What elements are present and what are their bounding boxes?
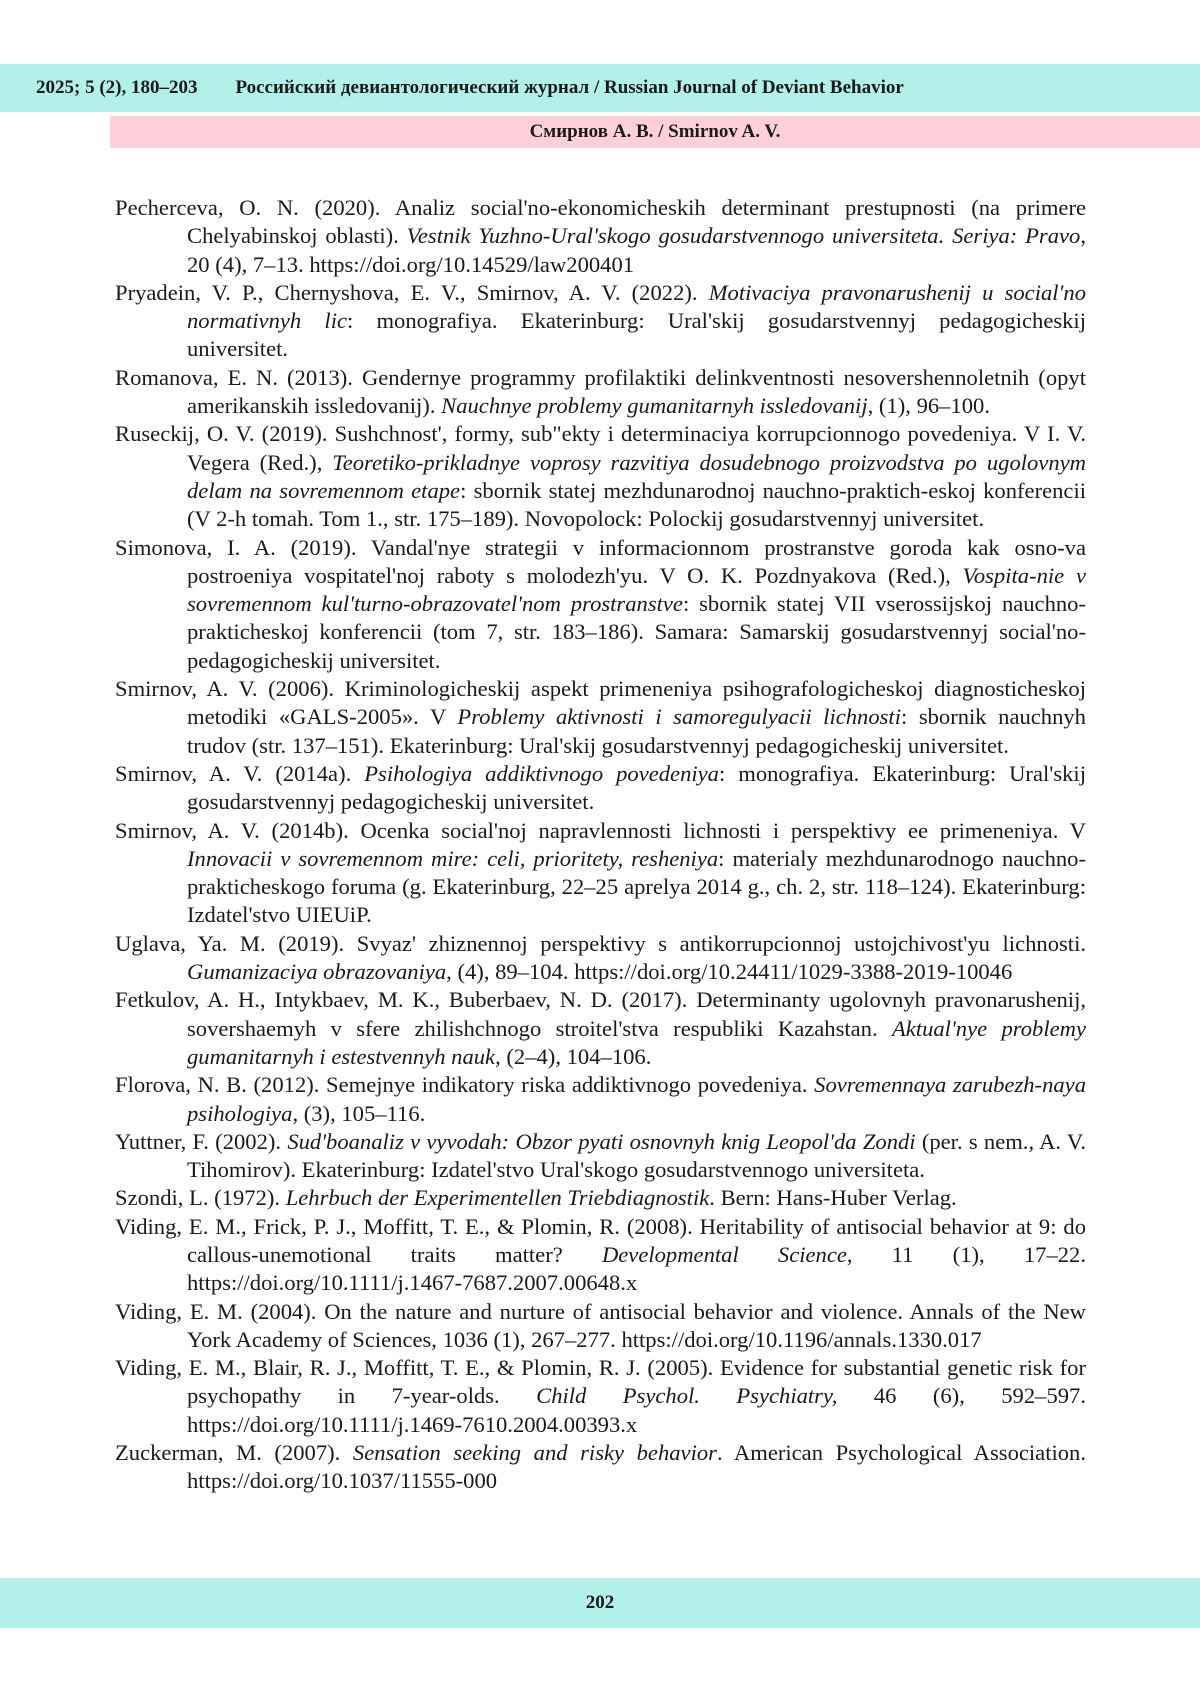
ref-details: 46 (6), 592–597. https://doi.org/10.1111/j.1469-7610.2004.00393.x bbox=[187, 1383, 1086, 1437]
ref-details: , (2–4), 104–106. bbox=[495, 1043, 652, 1069]
ref-source: Teoretiko-prikladnye voprosy razvitiya dosudebnogo proizvodstva po ugolovnym delam na sovremennom etape bbox=[187, 449, 1086, 503]
ref-text: Szondi, L. (1972). bbox=[115, 1185, 286, 1211]
ref-source: Sud'boanaliz v vyvodah: Obzor pyati osnovnyh knig Leopol'da Zondi bbox=[287, 1128, 916, 1154]
ref-text: Smirnov, A. V. (2006). Kriminologicheskij aspekt primeneniya psihografologicheskoj diagnosticheskoj metodiki «GALS-2005». V bbox=[115, 676, 1086, 730]
ref-text: Smirnov, A. V. (2014b). Ocenka social'noj napravlennosti lichnosti i perspektivy ee primeneniya. V bbox=[115, 817, 1086, 843]
reference-item bbox=[115, 1439, 1086, 1496]
ref-source: Psihologiya addiktivnogo povedeniya bbox=[364, 760, 719, 786]
ref-details: : monografiya. Ekaterinburg: Ural'skij gosudarstvennyj pedagogicheskij universitet. bbox=[187, 760, 1086, 815]
reference-item bbox=[115, 194, 1086, 279]
ref-details: : sbornik statej VII vserossijskoj nauchno-prakticheskoj konferencii (tom 7, str. 183–186). Samara: Samarskij gosudarstvennyj social'no-pedagogicheskij universitet. bbox=[187, 591, 1087, 673]
reference-item bbox=[115, 1184, 1086, 1212]
ref-details: . Bern: Hans-Huber Verlag. bbox=[709, 1185, 957, 1211]
page-footer bbox=[0, 1578, 1200, 1628]
ref-details: (per. s nem., A. V. Tihomirov). Ekaterinburg: Izdatel'stvo Ural'skogo gosudarstvennogo universiteta. bbox=[187, 1128, 1086, 1183]
reference-item bbox=[115, 1298, 1086, 1355]
ref-text: Zuckerman, M. (2007). bbox=[115, 1440, 353, 1466]
ref-source: Problemy aktivnosti i samoregulyacii lichnosti bbox=[457, 704, 901, 730]
ref-details: : sbornik statej mezhdunarodnoj nauchno-praktich-eskoj konferencii (V 2-h tomah. Tom 1., str. 175–189). Novopolock: Polockij gosudarstvennyj universitet. bbox=[187, 477, 1087, 532]
ref-text: Fetkulov, A. H., Intykbaev, M. K., Buberbaev, N. D. (2017). Determinanty ugolovnyh pravonarushenij, sovershaemyh v sfere zhilishchnogo stroitel'stva respubliki Kazahstan. bbox=[115, 987, 1086, 1041]
reference-item bbox=[115, 760, 1086, 817]
ref-details: : sbornik nauchnyh trudov (str. 137–151). Ekaterinburg: Ural'skij gosudarstvennyj pedagogicheskij universitet. bbox=[187, 704, 1086, 758]
journal-title: Российский девиантологический журнал / Russian Journal of Deviant Behavior bbox=[235, 77, 904, 98]
ref-source: Aktual'nye problemy gumanitarnyh i estestvennyh nauk bbox=[187, 1015, 1086, 1069]
ref-details: , 20 (4), 7–13. https://doi.org/10.14529/law200401 bbox=[187, 223, 1087, 277]
ref-details: : materialy mezhdunarodnogo nauchno-prakticheskogo foruma (g. Ekaterinburg, 22–25 aprelya 2014 g., ch. 2, str. 118–124). Ekaterinburg: Izdatel'stvo UIEUiP. bbox=[187, 845, 1087, 928]
ref-source: Motivaciya pravonarushenij u social'no normativnyh lic bbox=[187, 279, 1086, 334]
ref-text: Smirnov, A. V. (2014a). bbox=[115, 760, 365, 786]
reference-item bbox=[115, 534, 1086, 675]
page-number: 202 bbox=[585, 1592, 615, 1613]
ref-source: Vestnik Yuzhno-Ural'skogo gosudarstvennogo universiteta. Seriya: Pravo bbox=[406, 223, 1081, 249]
reference-item bbox=[115, 1128, 1086, 1185]
issue-info: 2025; 5 (2), 180–203 bbox=[36, 77, 198, 98]
reference-item bbox=[115, 817, 1086, 930]
ref-text: Viding, E. M., Frick, P. J., Moffitt, T. E., & Plomin, R. (2008). Heritability of antisocial behavior at 9: do callous-unemotional traits matter? bbox=[115, 1213, 1086, 1267]
ref-details: , 11 (1), 17–22. https://doi.org/10.1111/j.1467-7687.2007.00648.x bbox=[187, 1241, 1086, 1296]
ref-text: Ruseckij, O. V. (2019). Sushchnost', formy, sub"ekty i determinaciya korrupcionnogo povedeniya. V I. V. Vegera (Red.), bbox=[115, 421, 1086, 475]
ref-source: Gumanizaciya obrazovaniya bbox=[187, 959, 447, 985]
ref-text: Pecherceva, O. N. (2020). Analiz social'no-ekonomicheskih determinant prestupnosti (na primere Chelyabinskoj oblasti). bbox=[115, 195, 1086, 249]
reference-item bbox=[115, 930, 1086, 987]
ref-details: , (1), 96–100. bbox=[867, 393, 990, 419]
reference-item bbox=[115, 420, 1086, 533]
reference-list bbox=[115, 194, 1086, 1496]
ref-text: Pryadein, V. P., Chernyshova, E. V., Smirnov, A. V. (2022). bbox=[115, 279, 709, 305]
ref-details: : monografiya. Ekaterinburg: Ural'skij gosudarstvennyj pedagogicheskij universitet. bbox=[187, 308, 1086, 362]
journal-header bbox=[0, 64, 1200, 112]
ref-source: Developmental Science bbox=[601, 1241, 847, 1267]
reference-item bbox=[115, 1071, 1086, 1128]
ref-text: Yuttner, F. (2002). bbox=[115, 1128, 288, 1154]
ref-text: Florova, N. B. (2012). Semejnye indikatory riska addiktivnogo povedeniya. bbox=[115, 1072, 815, 1098]
ref-text: Romanova, E. N. (2013). Gendernye programmy profilaktiki delinkventnosti nesovershennoletnih (opyt amerikanskih issledovanij). bbox=[115, 364, 1086, 419]
ref-source: Vospita-nie v sovremennom kul'turno-obrazovatel'nom prostranstve bbox=[187, 562, 1086, 617]
reference-item bbox=[115, 1213, 1086, 1298]
reference-item bbox=[115, 986, 1086, 1071]
ref-text: Uglava, Ya. M. (2019). Svyaz' zhiznennoj perspektivy s antikorrupcionnoj ustojchivost'yu lichnosti. bbox=[115, 930, 1086, 956]
ref-text: Viding, E. M., Blair, R. J., Moffitt, T. E., & Plomin, R. J. (2005). Evidence for substantial genetic risk for psychopathy in 7-year-olds. bbox=[115, 1355, 1086, 1409]
reference-item bbox=[115, 1354, 1086, 1439]
ref-source: Child Psychol. Psychiatry, bbox=[536, 1383, 838, 1409]
reference-item bbox=[115, 675, 1086, 760]
author-running-head: Смирнов А. В. / Smirnov A. V. bbox=[110, 116, 1200, 148]
ref-text: Viding, E. M. (2004). On the nature and nurture of antisocial behavior and violence. Annals of the New York Academy of Sciences, 1036 (1), 267–277. https://doi.org/10.1196/annals.1330.017 bbox=[115, 1298, 1086, 1352]
ref-source: Nauchnye problemy gumanitarnyh issledovanij bbox=[441, 393, 868, 419]
ref-source: Innovacii v sovremennom mire: celi, prioritety, resheniya bbox=[187, 845, 719, 871]
ref-details: , (3), 105–116. bbox=[292, 1100, 426, 1126]
reference-item bbox=[115, 279, 1086, 364]
ref-source: Sensation seeking and risky behavior bbox=[352, 1440, 717, 1466]
ref-source: Sovremennaya zarubezh-naya psihologiya bbox=[187, 1072, 1086, 1126]
reference-item bbox=[115, 364, 1086, 421]
ref-details: , (4), 89–104. https://doi.org/10.24411/1029-3388-2019-10046 bbox=[446, 959, 1013, 985]
ref-details: . American Psychological Association. https://doi.org/10.1037/11555-000 bbox=[187, 1440, 1087, 1494]
ref-text: Simonova, I. A. (2019). Vandal'nye strategii v informacionnom prostranstve goroda kak osno-va postroeniya vospitatel'noj raboty s molodezh'yu. V O. K. Pozdnyakova (Red.), bbox=[115, 534, 1086, 588]
ref-source: Lehrbuch der Experimentellen Triebdiagnostik bbox=[285, 1185, 710, 1211]
